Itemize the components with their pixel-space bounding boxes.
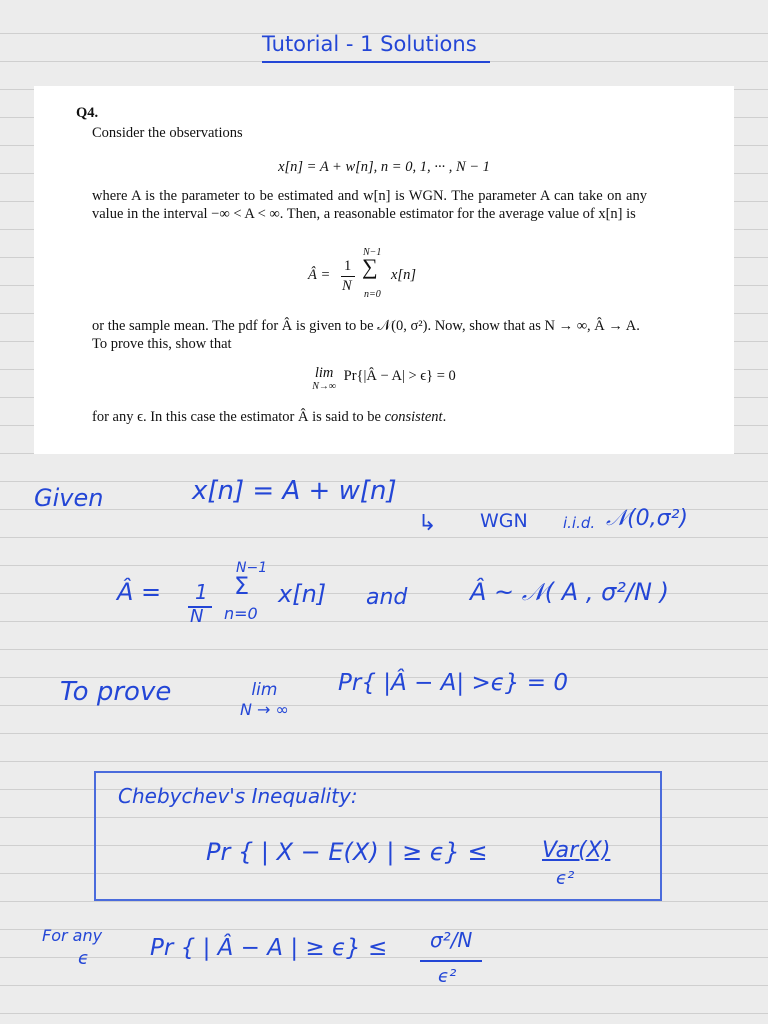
note-ahat: Â = — [117, 578, 162, 606]
estimator-lhs: Â = — [308, 267, 331, 283]
page-title: Tutorial - 1 Solutions — [262, 32, 477, 56]
note-ahat-dist: Â ~ 𝒩( A , σ²/N ) — [470, 578, 669, 606]
question-intro: Consider the observations — [92, 125, 243, 141]
note-given: Given — [34, 484, 104, 512]
note-final-fraction-bar — [420, 960, 482, 962]
equation-estimator — [294, 246, 474, 306]
question-paragraph-3 — [92, 408, 446, 426]
question-paragraph-1: where A is the parameter to be estimated and w[n] is WGN. The parameter A can take on any value in the interval −∞ < A < ∞. Then, a reasonable estimator for the average value of x[n] is — [92, 188, 647, 222]
note-lim-word: lim — [251, 680, 278, 700]
note-limit — [240, 680, 289, 719]
note-cheb-numerator: Var(X) — [542, 838, 611, 863]
note-final-denominator: ϵ² — [438, 966, 457, 987]
estimator-sum-top: N−1 — [363, 247, 382, 258]
note-sum-top: N−1 — [236, 560, 268, 576]
note-cheb-denominator: ϵ² — [556, 868, 575, 889]
equation-limit — [34, 367, 734, 393]
note-sum-term: x[n] — [278, 580, 327, 608]
note-frac-den: N — [190, 606, 204, 627]
estimator-fraction-num: 1 — [344, 258, 352, 274]
p3-tail: . — [442, 409, 447, 425]
note-iid: i.i.d. — [563, 514, 596, 532]
note-goal: Pr{ |Â − A| >ϵ} = 0 — [338, 670, 569, 696]
note-cheb-inequality: Pr { | X − E(X) | ≥ ϵ} ≤ — [206, 838, 488, 866]
note-epsilon: ϵ — [78, 948, 90, 969]
note-sum-symbol: Σ — [234, 572, 250, 600]
limit-expression: Pr{|Â − A| > ϵ} = 0 — [343, 368, 456, 384]
limit-subscript: N→∞ — [312, 381, 336, 392]
arrow-icon: ↳ — [418, 511, 437, 536]
note-final-numerator: σ²/N — [430, 928, 473, 952]
question-paragraph-2: or the sample mean. The pdf for Â is given to be 𝒩(0, σ²). Now, show that as N → ∞, Â → A. To prove this, show that — [92, 318, 640, 352]
estimator-sum-bottom: n=0 — [364, 289, 381, 300]
note-model: x[n] = A + w[n] — [192, 476, 397, 506]
estimator-sum-symbol: ∑ — [362, 254, 378, 279]
p3-text: for any ϵ. In this case the estimator Â is said to be — [92, 409, 381, 425]
question-card — [34, 86, 734, 454]
note-to-prove: To prove — [60, 677, 172, 707]
note-frac-num: 1 — [195, 580, 208, 604]
estimator-term: x[n] — [391, 267, 416, 283]
note-cheb-title: Chebychev's Inequality: — [118, 784, 358, 808]
note-lim-sub: N → ∞ — [240, 700, 289, 719]
limit-word: lim — [314, 365, 334, 381]
note-final-inequality: Pr { | Â − A | ≥ ϵ} ≤ — [150, 935, 388, 961]
title-underline — [262, 61, 490, 63]
equation-model: x[n] = A + w[n], n = 0, 1, ··· , N − 1 — [278, 159, 490, 175]
p3-emphasis: consistent — [384, 409, 443, 425]
note-wgn: WGN — [480, 510, 528, 532]
note-and: and — [366, 585, 408, 610]
note-sum-bottom: n=0 — [224, 604, 258, 623]
question-label: Q4. — [76, 105, 99, 121]
note-for-any: For any — [42, 926, 103, 945]
note-wgn-dist: 𝒩(0,σ²) — [606, 506, 688, 531]
estimator-fraction-den: N — [342, 278, 352, 294]
